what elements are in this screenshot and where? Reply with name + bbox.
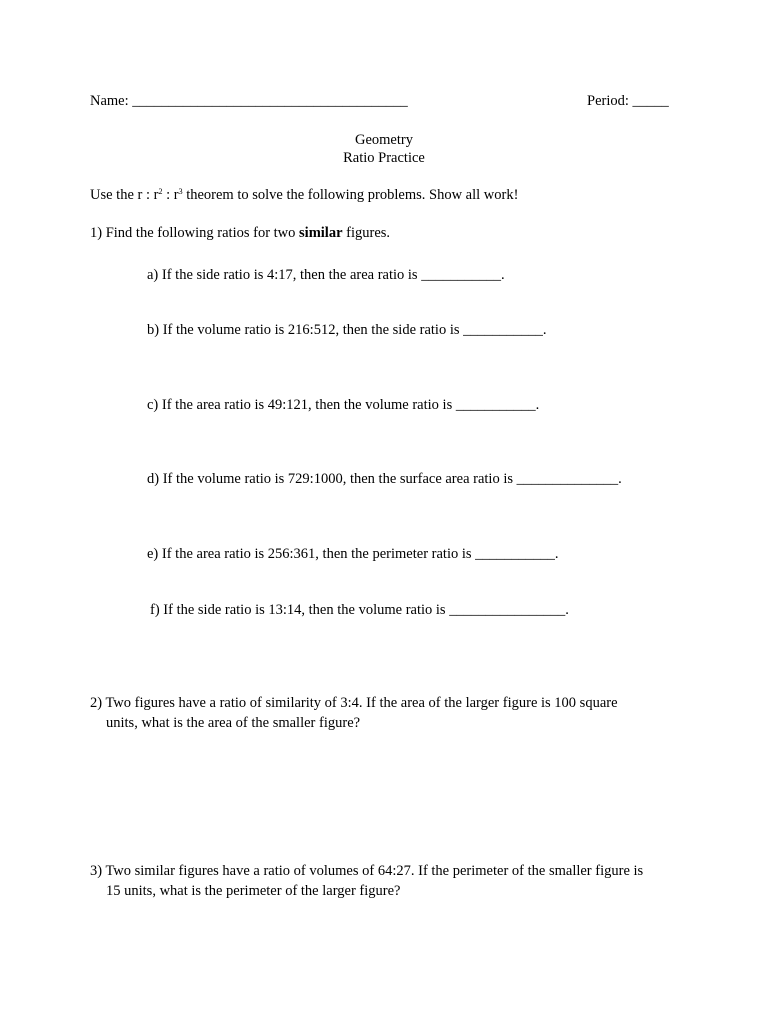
question-3-line-2: 15 units, what is the perimeter of the larger figure? (106, 883, 401, 899)
question-1d: d) If the volume ratio is 729:1000, then the surface area ratio is ______________. (147, 471, 622, 487)
question-1-prompt (90, 224, 390, 242)
question-1b: b) If the volume ratio is 216:512, then the side ratio is ___________. (147, 322, 547, 338)
question-1-suffix: figures. (342, 225, 391, 241)
instructions (90, 186, 518, 204)
name-field-label: Name: ______________________________________ (90, 93, 408, 109)
question-1-prefix: 1) Find the following ratios for two (90, 225, 300, 241)
question-2-line-1: 2) Two figures have a ratio of similarity of 3:4. If the area of the larger figure is 100 square (90, 695, 618, 711)
instructions-suffix: theorem to solve the following problems. Show all work! (182, 187, 519, 203)
question-1e: e) If the area ratio is 256:361, then the perimeter ratio is ___________. (147, 546, 559, 562)
instructions-middle: : r (162, 187, 179, 203)
instructions-exponent-2: 2 (158, 187, 163, 196)
instructions-exponent-3: 3 (178, 187, 183, 196)
period-field-label: Period: _____ (587, 93, 669, 109)
question-1c: c) If the area ratio is 49:121, then the volume ratio is ___________. (147, 397, 540, 413)
question-2-line-2: units, what is the area of the smaller figure? (106, 715, 361, 731)
question-1-bold-word: similar (299, 225, 343, 241)
worksheet-title: Ratio Practice (343, 150, 425, 166)
question-3-line-1: 3) Two similar figures have a ratio of volumes of 64:27. If the perimeter of the smaller figure is (90, 863, 644, 879)
question-1f: f) If the side ratio is 13:14, then the volume ratio is ________________. (150, 602, 569, 618)
instructions-prefix: Use the r : r (90, 187, 159, 203)
question-1a: a) If the side ratio is 4:17, then the area ratio is ___________. (147, 267, 505, 283)
worksheet-subject: Geometry (355, 132, 413, 148)
